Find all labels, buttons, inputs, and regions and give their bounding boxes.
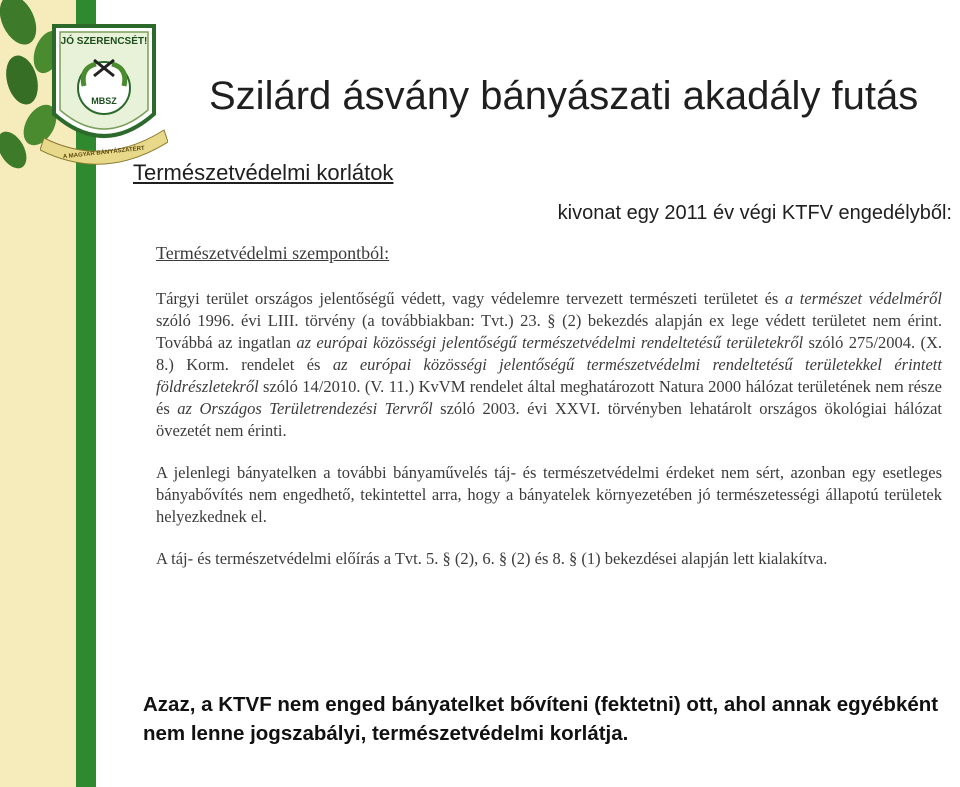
document-paragraph-1 — [156, 288, 942, 442]
para1-law-title-1: a természet védelméről — [784, 289, 942, 308]
document-paragraph-2: A jelenlegi bányatelken a további bányaművelés táj- és természetvédelmi érdeket nem sért, azonban egy esetleges bányabővítés nem engedhető, tekintettel arra, hogy a bányatelek környezetében jó természetességi állapotú területek helyezkednek el. — [156, 463, 942, 526]
svg-text:JÓ SZERENCSÉT!: JÓ SZERENCSÉT! — [60, 36, 148, 47]
svg-text:A MAGYAR BÁNYÁSZATÉRT: A MAGYAR BÁNYÁSZATÉRT — [62, 145, 146, 161]
document-paragraph-3: A táj- és természetvédelmi előírás a Tvt. 5. § (2), 6. § (2) és 8. § (1) bekezdései alapján lett kialakítva. — [156, 549, 828, 568]
para1-law-title-4: az Országos Területrendezési Tervről — [177, 399, 433, 418]
para1-text-g: szóló 14/2010. (V. 11.) KvVM rendelet által meghatározott Natura 2000 hálózat területének nem része és — [156, 377, 942, 418]
section-subtitle: Természetvédelmi korlátok — [133, 160, 394, 185]
document-heading: Természetvédelmi szempontból: — [156, 243, 390, 263]
para1-text-e: szóló 275/2004. (X. 8.) Korm. rendelet és — [156, 333, 943, 374]
para1-text-a: Tárgyi terület országos jelentőségű védett, vagy védelemre tervezett természeti területet és — [156, 289, 785, 308]
svg-text:MBSZ: MBSZ — [91, 96, 117, 106]
page-title: Szilárd ásvány bányászati akadály futás — [209, 74, 919, 118]
extract-note: kivonat egy 2011 év végi KTFV engedélyből: — [557, 202, 952, 224]
para1-text-i: szóló 2003. évi XXVI. törvényben lehatárolt országos ökológiai hálózat övezetét nem érinti. — [156, 399, 942, 440]
mbsz-crest-logo — [40, 18, 168, 176]
para1-law-title-3: az európai közösségi jelentőségű természetvédelmi rendeltetésű területekkel érintett földrészletekről — [156, 355, 942, 396]
scanned-document-excerpt — [152, 243, 942, 590]
para1-text-c: szóló 1996. évi LIII. törvény (a továbbiakban: Tvt.) 23. § (2) bekezdés alapján ex lege védett területet nem érint. Továbbá az ingatlan — [156, 311, 942, 352]
conclusion-text: Azaz, a KTVF nem enged bányatelket bővíteni (fektetni) ott, ahol annak egyébként nem lenne jogszabályi, természetvédelmi korlátja. — [143, 693, 939, 745]
para1-law-title-2: az európai közösségi jelentőségű természetvédelmi rendeltetésű területekről — [296, 333, 804, 352]
